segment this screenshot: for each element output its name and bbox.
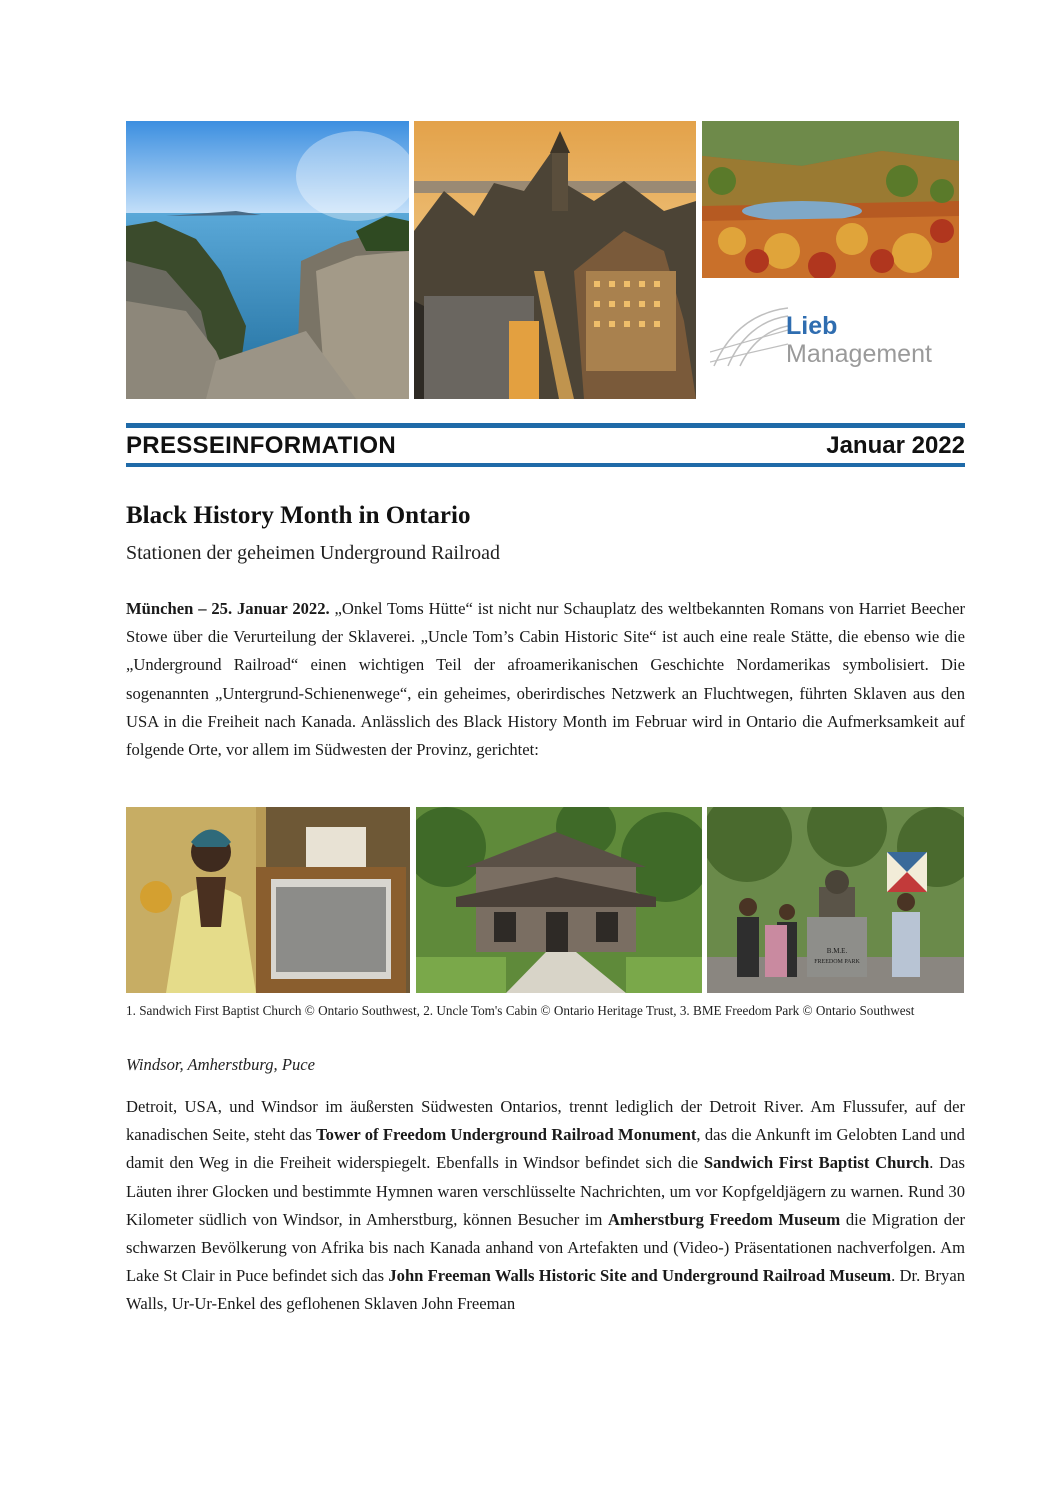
body-text-5: . Dr. Bryan Walls, Ur-Ur-Enkel des geflohenen Sklaven John Freeman <box>126 1266 965 1314</box>
body-text-2: , das die Ankunft im Gelobten Land und damit den Weg in die Freiheit widerspiegelt. Ebenfalls in Windsor befindet sich die <box>126 1125 965 1173</box>
photo-caption: 1. Sandwich First Baptist Church © Ontario Southwest, 2. Uncle Tom's Cabin © Ontario Heritage Trust, 3. BME Freedom Park © Ontario Southwest <box>126 1003 915 1018</box>
photo-uncle-toms-cabin <box>416 807 702 993</box>
body-text-4: die Migration der schwarzen Bevölkerung von Afrika bis nach Kanada anhand von Artefakten und (Video-) Präsentationen nachverfolgen. Am Lake St Clair in Puce befindet sich das <box>126 1209 965 1286</box>
intro-paragraph <box>126 595 965 764</box>
section-heading: Windsor, Amherstburg, Puce <box>126 1055 315 1074</box>
header-rule-bottom <box>126 463 965 467</box>
body-paragraph <box>126 1093 965 1319</box>
press-label: PRESSEINFORMATION <box>126 432 397 459</box>
body-bold-2: Sandwich First Baptist Church <box>703 1153 930 1173</box>
body-bold-3: Amherstburg Freedom Museum <box>608 1209 841 1229</box>
intro-text: „Onkel Toms Hütte“ ist nicht nur Schauplatz des weltbekannten Romans von Harriet Beecher Stowe über die Verurteilung der Sklaverei. „Uncle Tom’s Cabin Historic Site“ ist auch eine reale Stätte, die ebenso wie die „Underground Railroad“ einen wichtigen Teil der afroamerikanischen Geschichte Nordamerikas symbolisiert. Die sogenannten „Untergrund-Schienenwege“, ein geheimes, oberirdisches Netzwerk an Fluchtwegen, führten Sklaven aus den USA in die Freiheit nach Kanada. Anlässlich des Black History Month im Februar wird in Ontario die Aufmerksamkeit auf folgende Orte, vor allem im Südwesten der Provinz, gerichtet: <box>126 599 965 760</box>
dateline: München – 25. Januar 2022. <box>126 599 330 618</box>
article-subtitle: Stationen der geheimen Underground Railroad <box>126 542 500 564</box>
photo-lake-cliffs <box>126 121 409 399</box>
press-date: Januar 2022 <box>826 432 965 459</box>
logo-wordmark-lieb: Lieb <box>786 312 838 340</box>
bme-sign-line2: FREEDOM PARK <box>814 959 860 965</box>
header-rule-top <box>126 423 965 428</box>
photo-ottawa-parliament <box>414 121 696 399</box>
photo-sandwich-church <box>126 807 410 993</box>
body-bold-4: John Freeman Walls Historic Site and Underground Railroad Museum <box>388 1266 892 1286</box>
photo-bme-freedom-park <box>707 807 964 993</box>
body-text-1: Detroit, USA, und Windsor im äußersten Südwesten Ontarios, trennt lediglich der Detroit River. Am Flussufer, auf der kanadischen Seite, steht das <box>126 1097 965 1145</box>
logo-wordmark-management: Management <box>786 340 932 368</box>
lieb-logo-icon <box>710 300 790 370</box>
article-title: Black History Month in Ontario <box>126 502 471 529</box>
body-bold-1: Tower of Freedom Underground Railroad Monument <box>316 1125 697 1145</box>
body-text-3: . Das Läuten ihrer Glocken und bestimmte Hymnen waren verschlüsselte Nachrichten, um vor Kopfgeldjägern zu warnen. Rund 30 Kilometer südlich von Windsor, in Amherstburg, können Besucher im <box>126 1153 965 1229</box>
bme-sign-line1: B.M.E. <box>826 947 848 955</box>
photo-autumn-forest <box>702 121 959 278</box>
